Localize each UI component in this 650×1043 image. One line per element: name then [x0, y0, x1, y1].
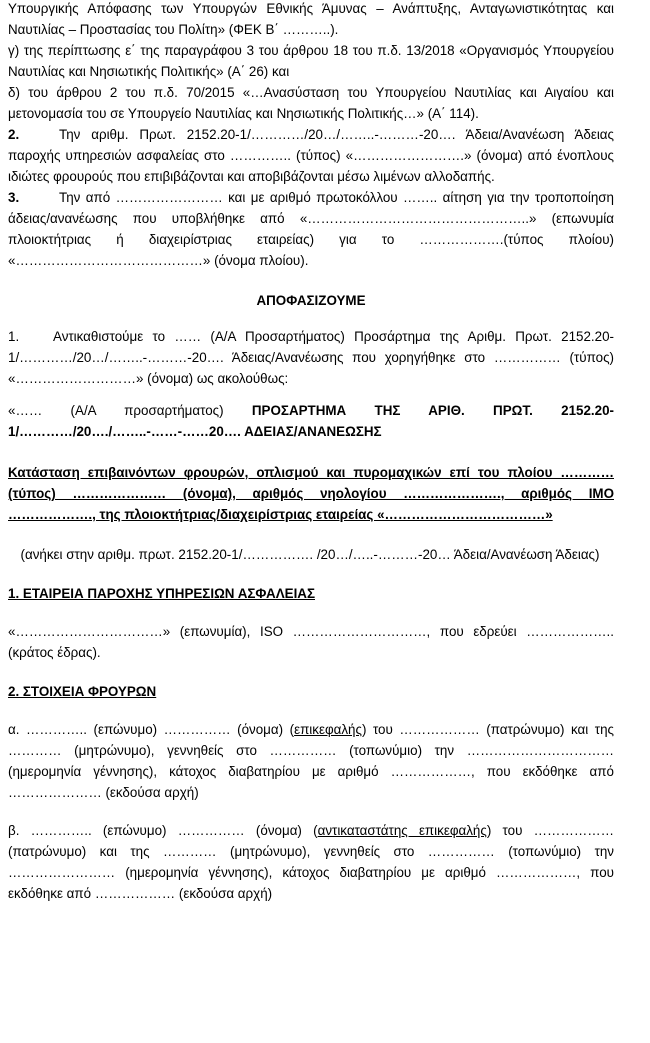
status-heading: Κατάσταση επιβαινόντων φρουρών, οπλισμού και πυρομαχικών επί του πλοίου ………… (τύπος) ………………… (όνομα), αριθμός νηολογίου …………………., αριθμός IMO ………………., της πλοιοκτήτριας/διαχειρίστριας εταιρείας «………………………………»: [8, 465, 614, 522]
guard-beta-role: αντικαταστάτης επικεφαλής: [317, 823, 487, 838]
guard-beta-rest: ) του ……………… (πατρώνυμο) και της ………… (μητρώνυμο), γεννηθείς στο …………… (τοπωνύμιο) την …………………… (ημερομηνία γέννησης), κάτοχος διαβατηρίου με αριθμό ………………, που εκδόθηκε από ……………… (εκδούσα αρχή): [8, 823, 615, 901]
guard-beta-start: β. ………….. (επώνυμο) …………… (όνομα) (: [8, 823, 318, 838]
decision-title: ΑΠΟΦΑΣΙΖΟΥΜΕ: [256, 293, 366, 308]
guard-alpha-rest: ) του ……………… (πατρώνυμο) και της ………… (μητρώνυμο), γεννηθείς στο …………… (τοπωνύμιο) την …………………………… (ημερομηνία γέννησης), κάτοχος διαβατηρίου με αριθμό ………………, που εκδόθηκε από ………………… (εκδούσα αρχή): [8, 722, 614, 800]
section-1-text: «……………………………» (επωνυμία), ISO …………………………, που εδρεύει ……………….. (κράτος έδρας).: [8, 624, 614, 660]
paragraph-item-g: γ) της περίπτωσης ε΄ της παραγράφου 3 του άρθρου 18 του π.δ. 13/2018 «Οργανισμός Υπουργείου Ναυτιλίας και Νησιωτικής Πολιτικής» (Α΄ 26) και: [8, 43, 614, 79]
paragraph-ministerial-decision: Υπουργικής Απόφασης των Υπουργών Εθνικής Άμυνας – Ανάπτυξης, Ανταγωνιστικότητας και Ναυτιλίας – Προστασίας του Πολίτη» (ΦΕΚ Β΄ ………..).: [8, 1, 614, 37]
paragraph-item-d: δ) του άρθρου 2 του π.δ. 70/2015 «…Ανασύσταση του Υπουργείου Ναυτιλίας και Αιγαίου και μετονομασία του σε Υπουργείο Ναυτιλίας και Νησιωτικής Πολιτικής…» (Α΄ 114).: [8, 85, 614, 121]
guard-alpha: [8, 719, 614, 803]
paragraph-3: [8, 187, 614, 271]
guard-alpha-start: α. ………….. (επώνυμο) …………… (όνομα) (: [8, 722, 295, 737]
guard-beta: [8, 820, 614, 904]
section-1-title: 1. ΕΤΑΙΡΕΙΑ ΠΑΡΟΧΗΣ ΥΠΗΡΕΣΙΩΝ ΑΣΦΑΛΕΙΑΣ: [8, 586, 315, 601]
annex-heading: [8, 400, 614, 442]
annex-prefix: «…… (Α/Α προσαρτήματος): [8, 403, 252, 418]
paragraph-2-number: 2.: [8, 127, 20, 142]
guard-alpha-role: επικεφαλής: [294, 722, 362, 737]
article-1: [8, 326, 614, 389]
paragraph-3-number: 3.: [8, 190, 20, 205]
belongs-note: (ανήκει στην αριθμ. πρωτ. 2152.20-1/……………. /20…/…..-………-20… Άδεια/Ανανέωση Άδειας): [20, 547, 600, 562]
section-2-title: 2. ΣΤΟΙΧΕΙΑ ΦΡΟΥΡΩΝ: [8, 684, 157, 699]
paragraph-3-text: Την από …………………… και με αριθμό πρωτοκόλλου …….. αίτηση για την τροποποίηση άδειας/ανανέωσης που υποβλήθηκε από «…………………………………………..» (επωνυμία πλοιοκτήτριας ή διαχειρίστριας εταιρείας) για το ……………….(τύπος πλοίου) «……………………………………» (όνομα πλοίου).: [8, 190, 614, 268]
document-page: [8, 0, 614, 904]
paragraph-2-text: Την αριθμ. Πρωτ. 2152.20-1/…………/20…/……..-………-20…. Άδεια/Ανανέωση Άδειας παροχής υπηρεσιών ασφαλείας στο ………….. (τύπος) «…………………….» (όνομα) από ένοπλους ιδιώτες φρουρούς που επιβιβάζονται και αποβιβάζονται μέσω λιμένων αλλοδαπής.: [8, 127, 614, 184]
article-1-text: Αντικαθιστούμε το …… (Α/Α Προσαρτήματος) Προσάρτημα της Αριθμ. Πρωτ. 2152.20-1/…………/20…/……..-………-20…. Άδειας/Ανανέωσης που χορηγήθηκε στο …………… (τύπος) «………………………» (όνομα) ως ακολούθως:: [8, 329, 614, 386]
annex-title: ΠΡΟΣΑΡΤΗΜΑ ΤΗΣ ΑΡΙΘ. ΠΡΩΤ. 2152.20-1/…………/20…./……..-……-……20…. ΑΔΕΙΑΣ/ΑΝΑΝΕΩΣΗΣ: [8, 403, 614, 439]
paragraph-2: [8, 124, 614, 187]
article-1-number: 1.: [8, 329, 20, 344]
